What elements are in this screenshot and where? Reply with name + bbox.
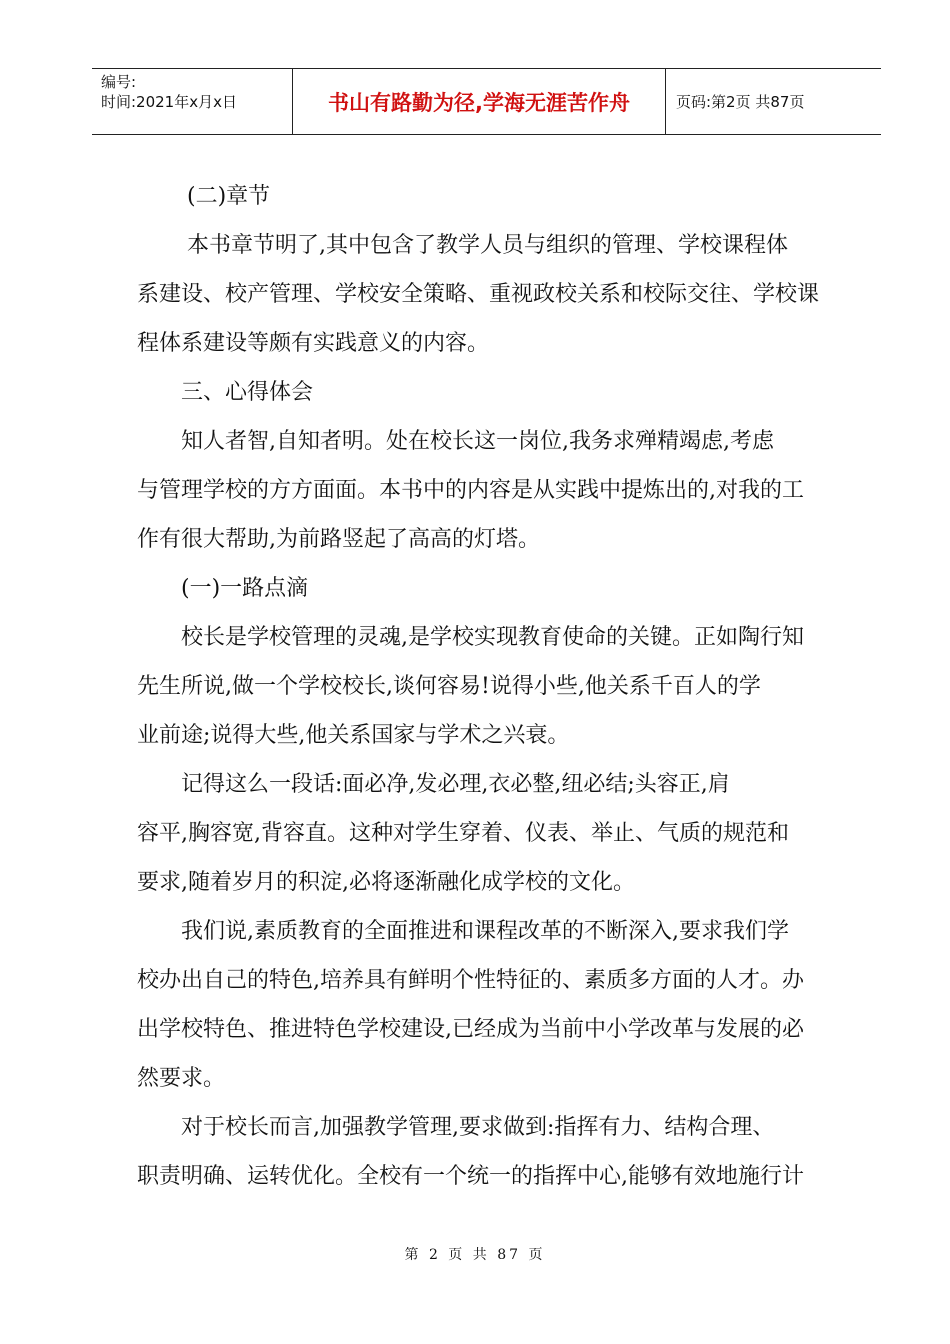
- paragraph-line: 要求,随着岁月的积淀,必将逐渐融化成学校的文化。: [137, 870, 635, 895]
- header-meta-cell: [92, 69, 293, 134]
- paragraph-line: 校办出自己的特色,培养具有鲜明个性特征的、素质多方面的人才。办: [137, 968, 804, 993]
- paragraph-line: 容平,胸容宽,背容直。这种对学生穿着、仪表、举止、气质的规范和: [137, 821, 789, 846]
- paragraph-line: 与管理学校的方方面面。本书中的内容是从实践中提炼出的,对我的工: [137, 478, 804, 503]
- paragraph-line: 知人者智,自知者明。处在校长这一岗位,我务求殚精竭虑,考虑: [181, 429, 774, 454]
- document-body: [137, 172, 837, 1201]
- subsection-heading: (一)一路点滴: [181, 576, 309, 601]
- paragraph-line: 先生所说,做一个学校校长,谈何容易!说得小些,他关系千百人的学: [137, 674, 761, 699]
- paragraph-line: 记得这么一段话:面必净,发必理,衣必整,纽必结;头容正,肩: [181, 772, 730, 797]
- section-heading-chapters: (二)章节: [187, 184, 271, 209]
- paragraph-line: 本书章节明了,其中包含了教学人员与组织的管理、学校课程体: [187, 233, 788, 258]
- header-motto: 书山有路勤为径,学海无涯苦作舟: [293, 69, 666, 134]
- page-header: [92, 68, 881, 135]
- section-heading-reflections: 三、心得体会: [181, 380, 314, 405]
- paragraph-line: 然要求。: [137, 1066, 226, 1091]
- paragraph-line: 系建设、校产管理、学校安全策略、重视政校关系和校际交往、学校课: [137, 282, 820, 307]
- header-page-info: 页码:第2页 共87页: [676, 93, 805, 111]
- paragraph-line: 对于校长而言,加强教学管理,要求做到:指挥有力、结构合理、: [181, 1115, 775, 1140]
- page-footer: 第 2 页 共 87 页: [404, 1247, 546, 1263]
- paragraph-line: 作有很大帮助,为前路竖起了高高的灯塔。: [137, 527, 540, 552]
- paragraph-line: 职责明确、运转优化。全校有一个统一的指挥中心,能够有效地施行计: [137, 1164, 804, 1189]
- paragraph-line: 业前途;说得大些,他关系国家与学术之兴衰。: [137, 723, 570, 748]
- header-time-label: 时间:2021年x月x日: [101, 93, 237, 111]
- paragraph-line: 我们说,素质教育的全面推进和课程改革的不断深入,要求我们学: [181, 919, 789, 944]
- paragraph-line: 校长是学校管理的灵魂,是学校实现教育使命的关键。正如陶行知: [181, 625, 804, 650]
- header-number-label: 编号:: [101, 73, 137, 91]
- paragraph-line: 出学校特色、推进特色学校建设,已经成为当前中小学改革与发展的必: [137, 1017, 804, 1042]
- paragraph-line: 程体系建设等颇有实践意义的内容。: [137, 331, 490, 356]
